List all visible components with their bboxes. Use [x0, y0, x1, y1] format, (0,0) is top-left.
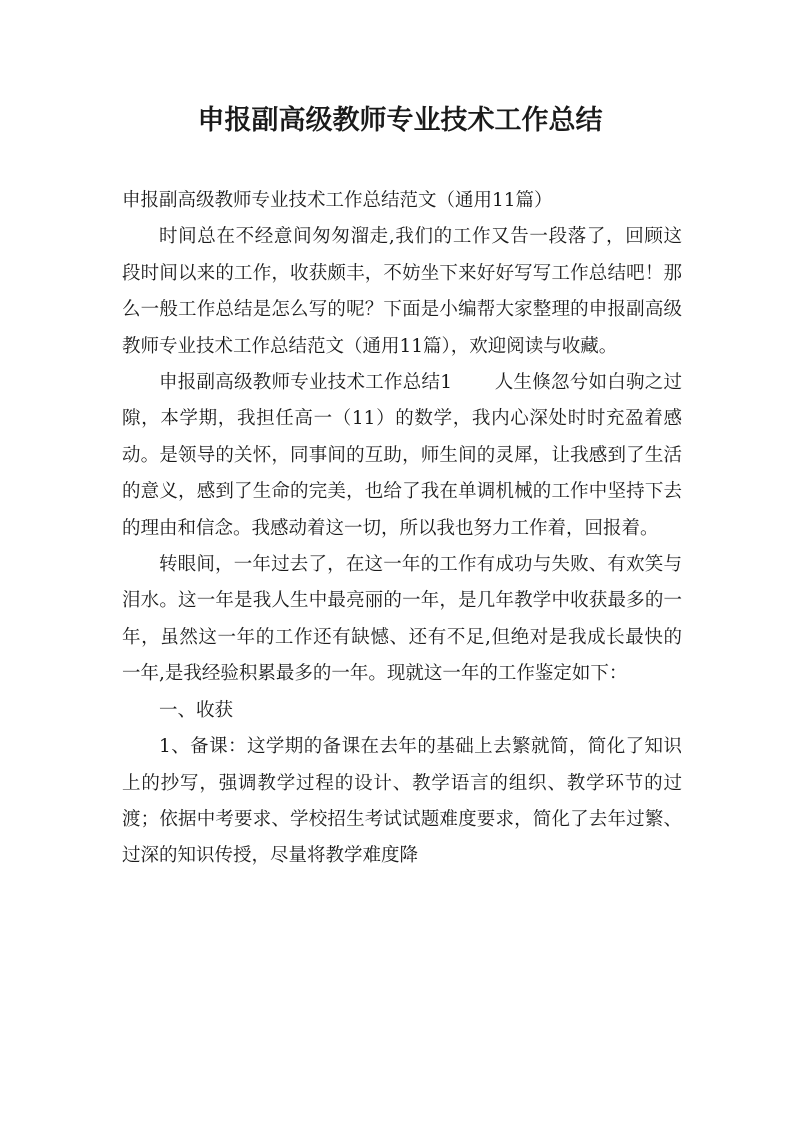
section1-paragraph — [122, 365, 682, 547]
item-1-paragraph: 1、备课：这学期的备课在去年的基础上去繁就简，简化了知识上的抄写，强调教学过程的设计、教学语言的组织、教学环节的过渡；依据中考要求、学校招生考试试题难度要求，简化了去年过繁、过深的知识传授，尽量将教学难度降 — [122, 736, 682, 867]
subtitle-line: 申报副高级教师专业技术工作总结范文（通用11篇） — [122, 190, 553, 211]
paragraph-2: 转眼间，一年过去了，在这一年的工作有成功与失败、有欢笑与泪水。这一年是我人生中最亮丽的一年，是几年教学中收获最多的一年，虽然这一年的工作还有缺憾、还有不足,但绝对是我成长最快的一年,是我经验积累最多的一年。现就这一年的工作鉴定如下： — [122, 554, 682, 685]
section1-text: 人生倏忽兮如白驹之过隙，本学期，我担任高一（11）的数学，我内心深处时时充盈着感动。是领导的关怀，同事间的互助，师生间的灵犀，让我感到了生活的意义，感到了生命的完美，也给了我在单调机械的工作中坚持下去的理由和信念。我感动着这一切，所以我也努力工作着，回报着。 — [122, 372, 682, 539]
document-body — [122, 183, 682, 875]
document-title: 申报副高级教师专业技术工作总结 — [197, 105, 603, 136]
section1-heading: 申报副高级教师专业技术工作总结1 — [159, 372, 452, 394]
intro-paragraph: 时间总在不经意间匆匆溜走,我们的工作又告一段落了，回顾这段时间以来的工作，收获颇丰，不妨坐下来好好写写工作总结吧！那么一般工作总结是怎么写的呢？下面是小编帮大家整理的申报副高级教师专业技术工作总结范文（通用11篇），欢迎阅读与收藏。 — [122, 226, 682, 357]
harvest-heading: 一、收获 — [159, 699, 234, 721]
